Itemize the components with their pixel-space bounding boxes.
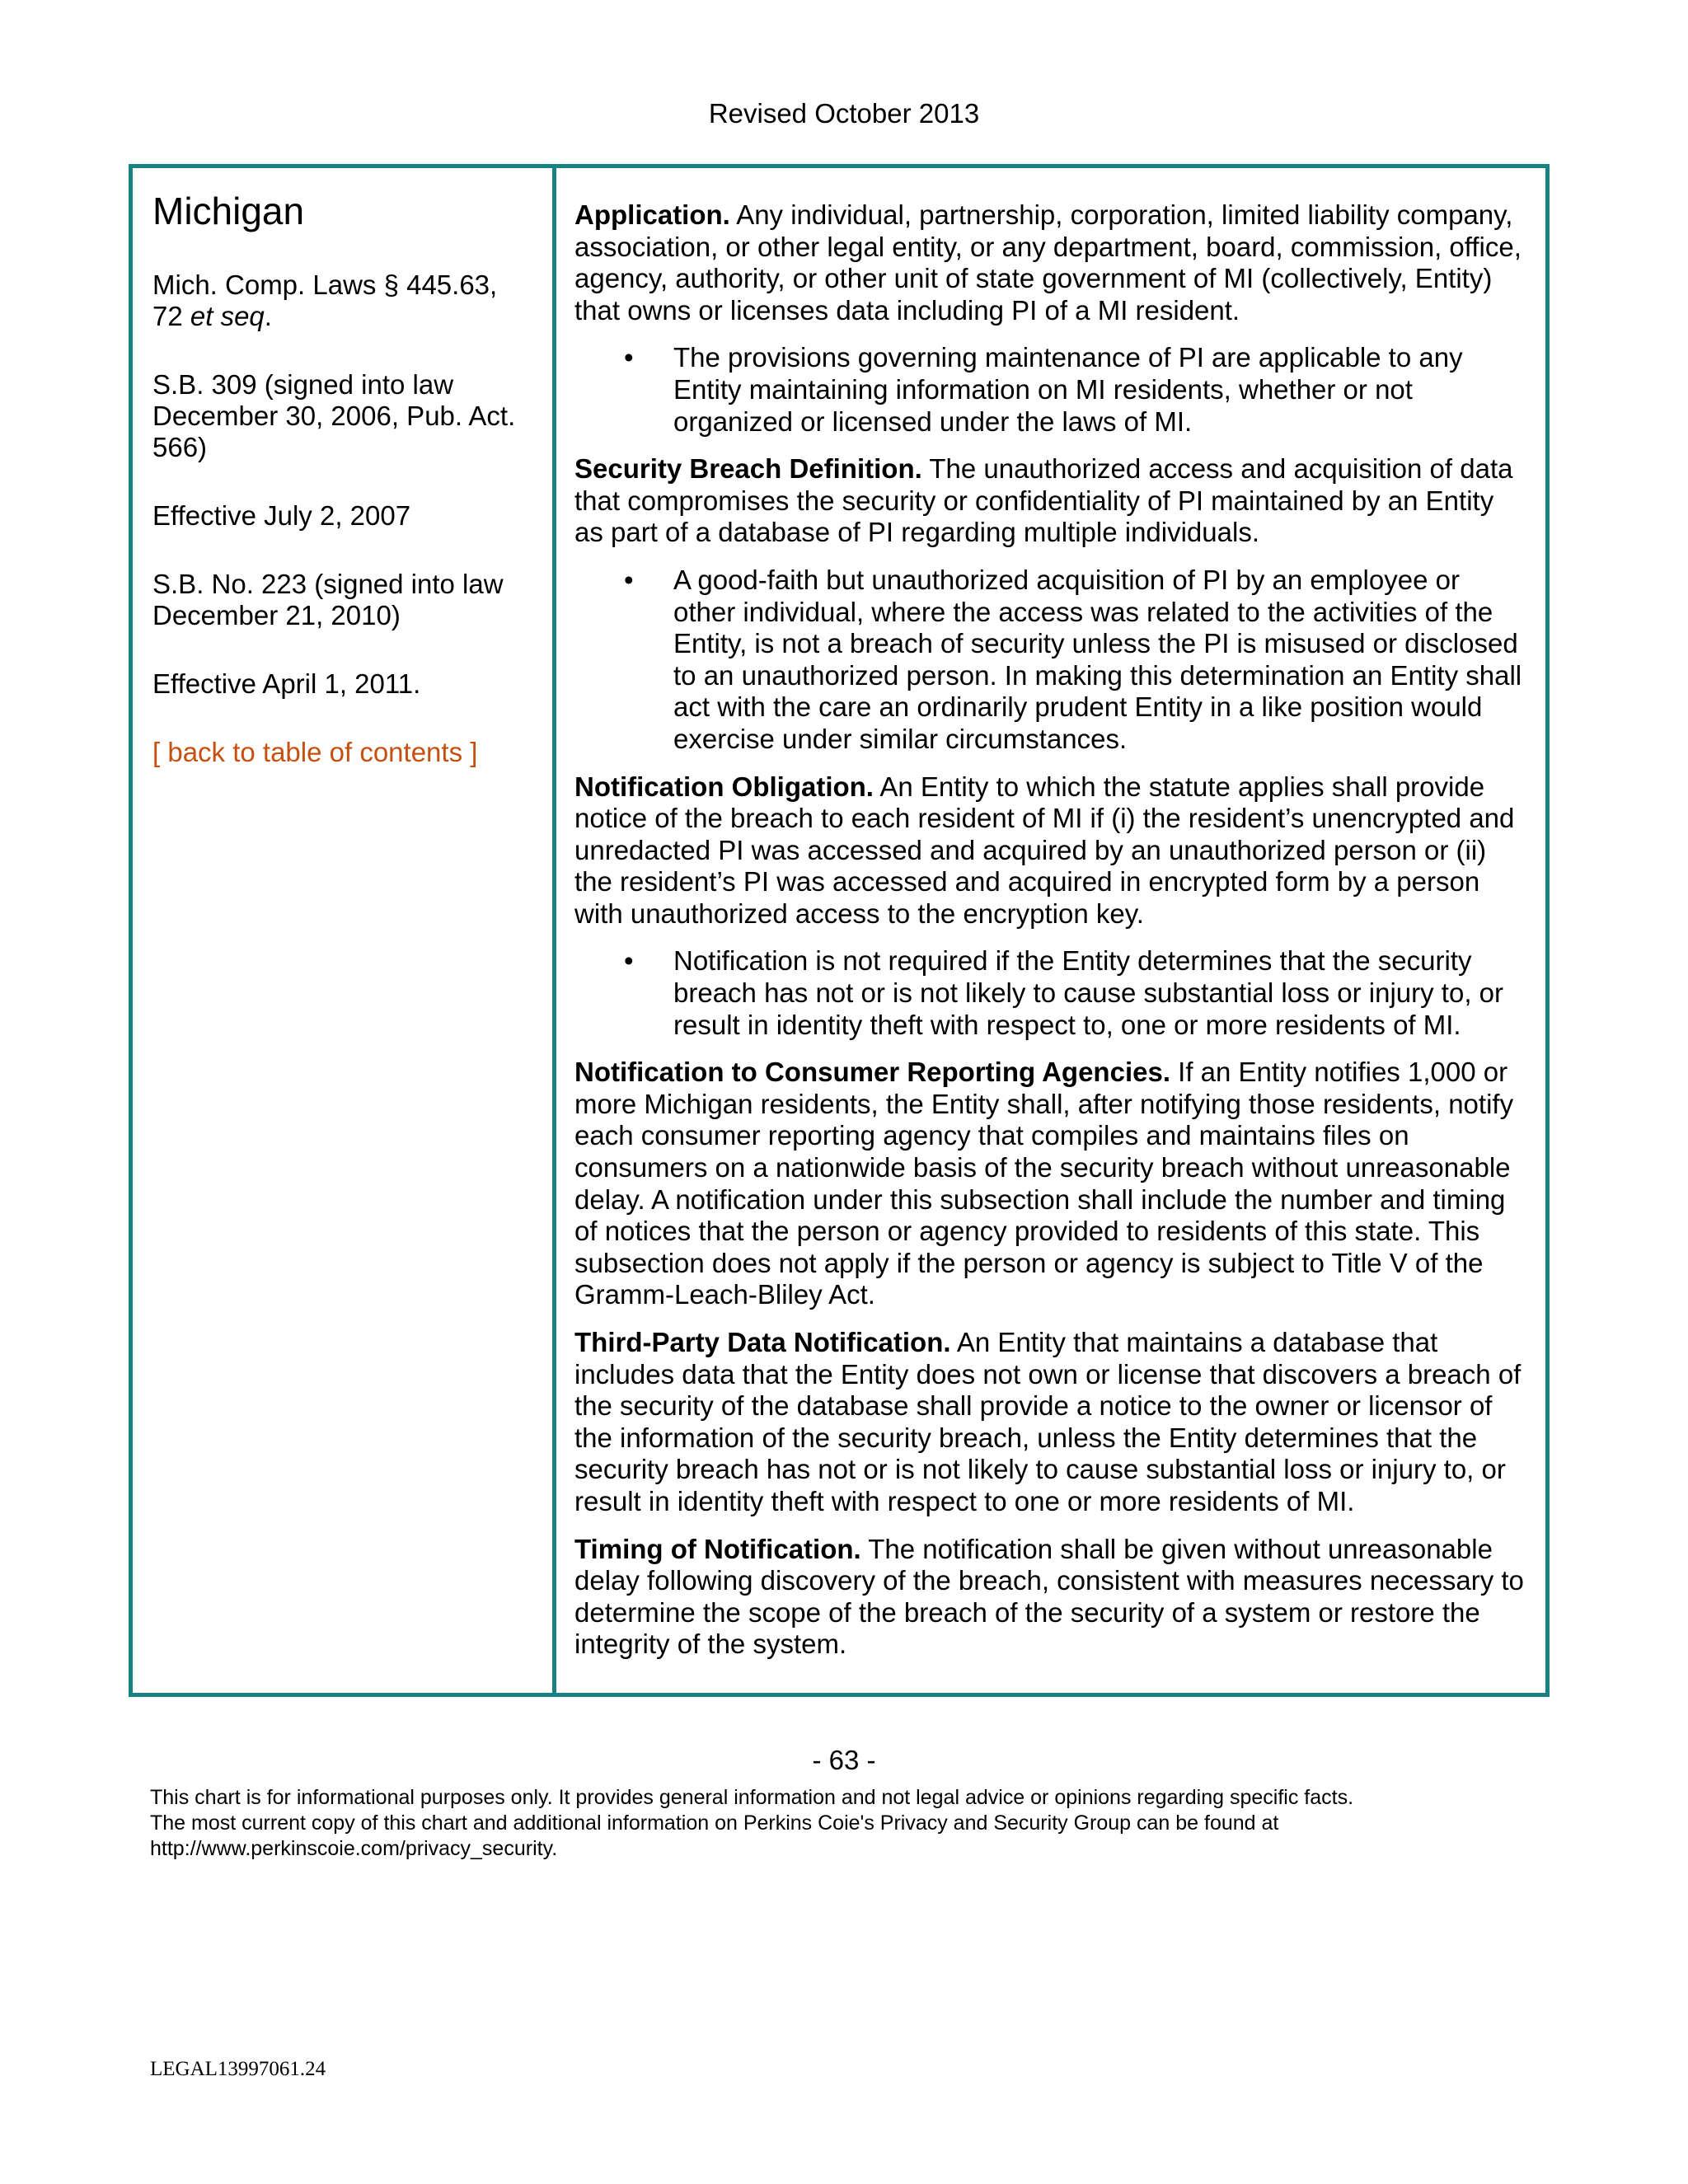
disclaimer-line: The most current copy of this chart and additional information on Perkins Coie's Privacy and Security Group can be found at xyxy=(150,1811,1279,1835)
application-bullets xyxy=(574,342,1526,438)
breach-definition-bullets xyxy=(574,565,1526,756)
list-item xyxy=(574,342,1526,438)
application-paragraph xyxy=(574,199,1526,326)
citation-effective-2011: Effective April 1, 2011. xyxy=(152,668,421,699)
state-law-table xyxy=(129,164,1550,1697)
bullet-icon: • xyxy=(624,564,634,595)
timing-paragraph xyxy=(574,1534,1526,1661)
notification-obligation-text: An Entity to which the statute applies shall provide notice of the breach to each resident of MI if (i) the resident’s unencrypted and unredacted PI was accessed and acquired by an unauthorized person or (ii) the resident’s PI was accessed and acquired in encrypted form by a person with unauthorized access to the encryption key. xyxy=(574,771,1515,929)
state-citation-column xyxy=(133,168,556,1693)
notification-obligation-heading: Notification Obligation. xyxy=(574,771,874,802)
disclaimer xyxy=(150,1785,1551,1862)
bullet-text: A good-faith but unauthorized acquisition of PI by an employee or other individual, where the access was related to the activities of the Entity, is not a breach of security unless the PI is misused or disclosed to an unauthorized person. In making this determination an Entity shall act with the care an ordinarily prudent Entity in a like position would exercise under similar circumstances. xyxy=(673,564,1522,754)
back-to-toc-link[interactable]: [ back to table of contents ] xyxy=(152,737,478,767)
third-party-text: An Entity that maintains a database that includes data that the Entity does not own or license that discovers a breach of the security of the database shall provide a notice to the owner or licensor of the information of the security breach, unless the Entity determines that the security breach has not or is not likely to cause substantial loss or injury to, or result in identity theft with respect to one or more residents of MI. xyxy=(574,1327,1522,1516)
page-number: - 63 - xyxy=(812,1745,876,1775)
citation-sb223: S.B. No. 223 (signed into law December 21, 2010) xyxy=(152,569,504,630)
state-name: Michigan xyxy=(152,190,305,232)
breach-definition-heading: Security Breach Definition. xyxy=(574,453,922,485)
list-item xyxy=(574,565,1526,756)
citation-et-seq: et seq xyxy=(190,301,265,331)
breach-definition-paragraph xyxy=(574,453,1526,549)
disclaimer-line: This chart is for informational purposes only. It provides general information and not legal advice or opinions regarding specific facts. xyxy=(150,1786,1354,1809)
timing-text: The notification shall be given without unreasonable delay following discovery of the breach, consistent with measures necessary to determine the scope of the breach of the security of a system or restore the integrity of the system. xyxy=(574,1533,1524,1660)
citation-effective-2007: Effective July 2, 2007 xyxy=(152,500,411,531)
application-heading: Application. xyxy=(574,199,730,230)
third-party-heading: Third-Party Data Notification. xyxy=(574,1327,951,1357)
breach-definition-text: The unauthorized access and acquisition of data that compromises the security or confidentiality of PI maintained by an Entity as part of a database of PI regarding multiple individuals. xyxy=(574,453,1513,548)
bullet-text: The provisions governing maintenance of PI are applicable to any Entity maintaining information on MI residents, whether or not organized or licensed under the laws of MI. xyxy=(673,342,1463,437)
notification-obligation-paragraph xyxy=(574,771,1526,930)
citation-statute-suffix: . xyxy=(264,301,272,331)
bullet-icon: • xyxy=(624,342,634,373)
consumer-reporting-text: If an Entity notifies 1,000 or more Michigan residents, the Entity shall, after notifying those residents, notify each consumer reporting agency that compiles and maintains files on consumers on a nationwide basis of the security breach without unreasonable delay. A notification under this subsection shall include the number and timing of notices that the person or agency provided to residents of this state. This subsection does not apply if the person or agency is subject to Title V of the Gramm-Leach-Bliley Act. xyxy=(574,1057,1514,1310)
revision-date: Revised October 2013 xyxy=(708,98,980,129)
bullet-icon: • xyxy=(624,945,634,977)
consumer-reporting-paragraph xyxy=(574,1057,1526,1311)
timing-heading: Timing of Notification. xyxy=(574,1533,861,1564)
citation-statute xyxy=(152,269,536,332)
consumer-reporting-heading: Notification to Consumer Reporting Agencies. xyxy=(574,1057,1170,1088)
citation-statute-line1: Mich. Comp. Laws § 445.63, xyxy=(152,269,498,300)
citation-statute-prefix: 72 xyxy=(152,301,190,331)
state-detail-column xyxy=(556,168,1545,1693)
bullet-text: Notification is not required if the Entity determines that the security breach has not or is not likely to cause substantial loss or injury to, or result in identity theft with respect to, one or more residents of MI. xyxy=(673,945,1503,1040)
application-text: Any individual, partnership, corporation, limited liability company, association, or other legal entity, or any department, board, commission, office, agency, authority, or other unit of state government of MI (collectively, Entity) that owns or licenses data including PI of a MI resident. xyxy=(574,199,1522,326)
list-item xyxy=(574,945,1526,1041)
citation-statute-line2 xyxy=(152,301,536,332)
disclaimer-url: http://www.perkinscoie.com/privacy_security. xyxy=(150,1837,558,1860)
third-party-paragraph xyxy=(574,1327,1526,1518)
citation-sb309: S.B. 309 (signed into law December 30, 2006, Pub. Act. 566) xyxy=(152,369,516,462)
document-id: LEGAL13997061.24 xyxy=(150,2058,326,2080)
notification-obligation-bullets xyxy=(574,945,1526,1041)
